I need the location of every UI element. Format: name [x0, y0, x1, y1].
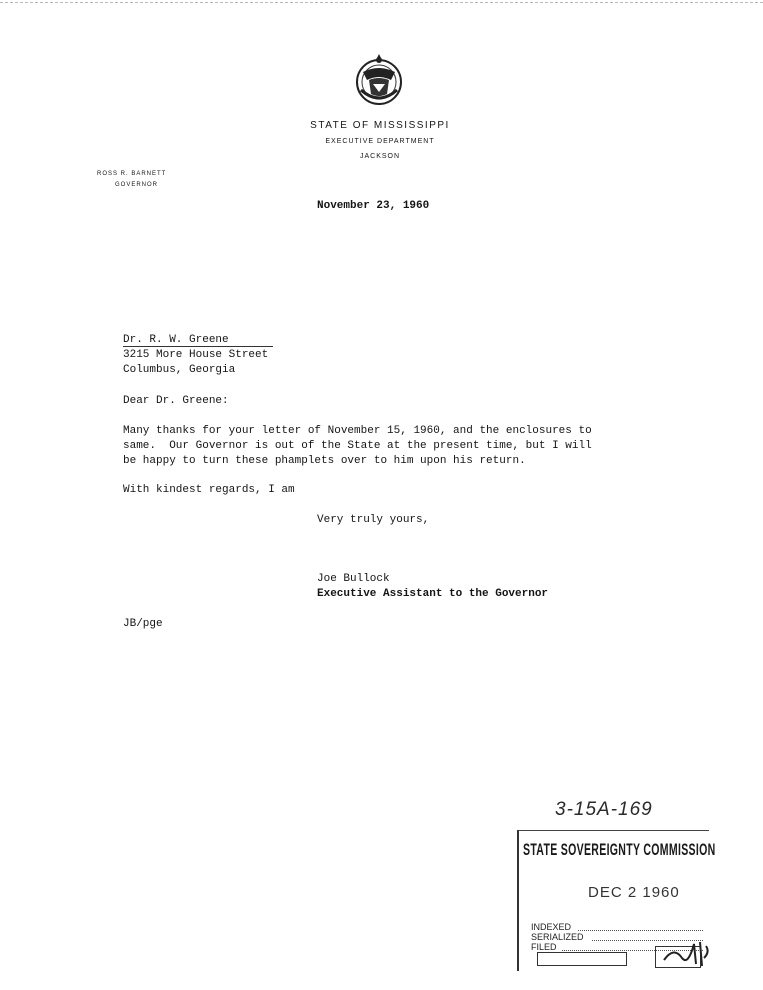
stamp-label-serialized: SERIALIZED [531, 932, 584, 942]
stamp-dotted-line [578, 930, 703, 931]
body-line: Many thanks for your letter of November 15, 1960, and the enclosures to [123, 425, 592, 437]
governor-title: GOVERNOR [115, 182, 159, 188]
recipient-city: Columbus, Georgia [123, 364, 236, 376]
salutation: Dear Dr. Greene: [123, 395, 229, 407]
signer-title: Executive Assistant to the Governor [317, 588, 549, 600]
typist-initials: JB/pge [123, 618, 163, 630]
stamp-label-filed: FILED [531, 942, 557, 952]
state-seal-icon [351, 50, 407, 108]
stamp-date: DEC 2 1960 [588, 884, 680, 901]
stamp-title: STATE SOVEREIGNTY COMMISSION [523, 840, 716, 859]
letterhead-department: EXECUTIVE DEPARTMENT [325, 138, 435, 145]
recipient-street: 3215 More House Street [123, 349, 269, 361]
letterhead-state: STATE OF MISSISSIPPI [310, 120, 450, 131]
governor-name: ROSS R. BARNETT [97, 171, 167, 177]
stamp-handwritten-initials-icon [660, 938, 715, 968]
recipient-name: Dr. R. W. Greene [123, 334, 229, 346]
stamp-field-box [537, 952, 627, 966]
signer-name: Joe Bullock [317, 573, 390, 585]
closing-line: With kindest regards, I am [123, 484, 295, 496]
body-line: be happy to turn these phamplets over to him upon his return. [123, 455, 526, 467]
stamp-file-number: 3-15A-169 [555, 799, 653, 820]
body-line: same. Our Governor is out of the State at the present time, but I will [123, 440, 592, 452]
letterhead-city: JACKSON [359, 153, 401, 160]
stamp-label-indexed: INDEXED [531, 922, 572, 932]
complimentary-close: Very truly yours, [317, 514, 430, 526]
top-edge-line [0, 2, 763, 3]
letter-date: November 23, 1960 [317, 200, 430, 212]
